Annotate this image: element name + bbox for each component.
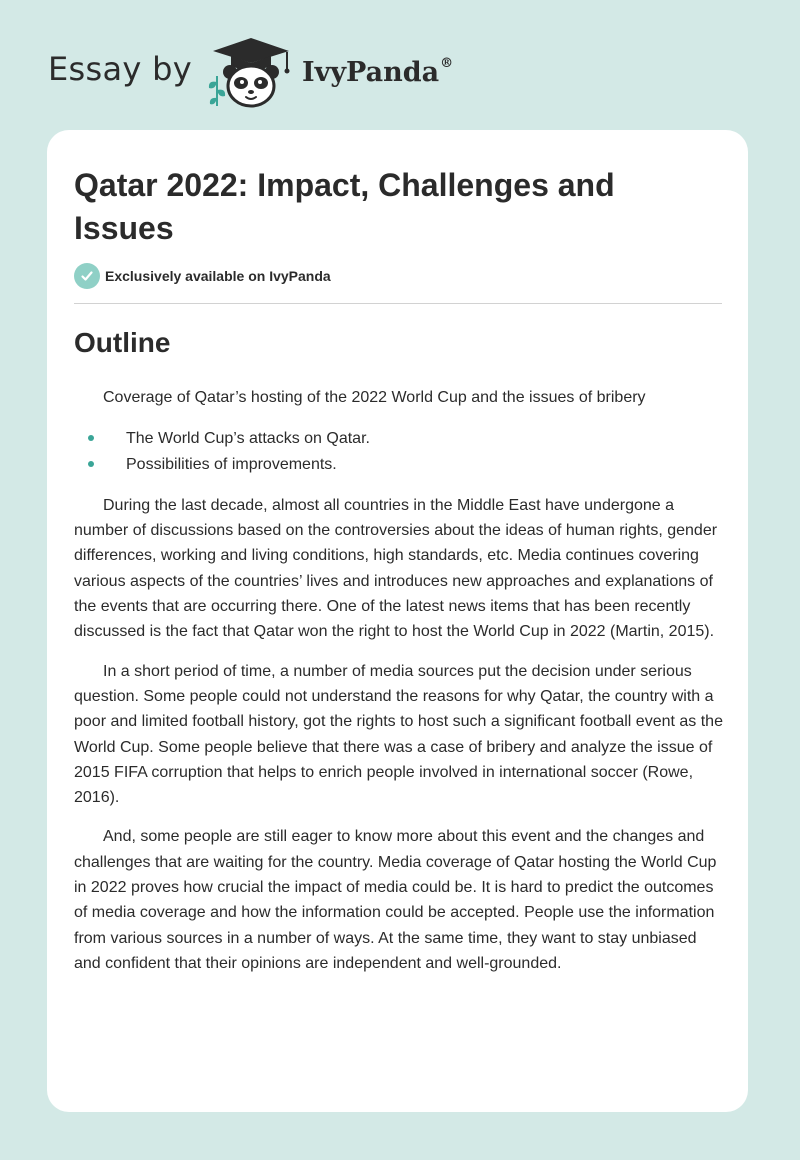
site-header [48,36,488,110]
outline-list [74,426,724,477]
list-item: The World Cup’s attacks on Qatar. [74,426,724,451]
section-heading: Outline [74,327,171,358]
registered-mark: ® [440,56,454,71]
check-icon [74,263,100,289]
bullet-icon [88,435,94,441]
brand-name[interactable]: IvyPanda® [302,56,454,88]
panda-logo-icon[interactable] [203,36,299,110]
list-item: Possibilities of improvements. [74,452,724,477]
outline-intro: Coverage of Qatar’s hosting of the 2022 World Cup and the issues of bribery [103,389,646,406]
essay-by-label: Essay by [48,50,192,88]
essay-card [47,130,748,1112]
badge-text: Exclusively available on IvyPanda [105,268,331,284]
paragraph: During the last decade, almost all countries in the Middle East have undergone a number of discussions based on the controversies about the ideas of human rights, gender differences, working and living conditions, high standards, etc. Media continues covering various aspects of the countries’ lives and introduces new approaches and explanations of the events that are occurring there. One of the latest news items that has been recently discussed is the fact that Qatar won the right to host the World Cup in 2022 (Martin, 2015). [74,496,718,641]
exclusive-badge [74,263,331,289]
page-title: Qatar 2022: Impact, Challenges and Issues [74,167,615,246]
paragraph: In a short period of time, a number of media sources put the decision under serious question. Some people could not understand the reasons for why Qatar, the country with a poor and limited football history, got the rights to host such a significant football event as the World Cup. Some people believe that there was a case of bribery and analyze the issue of 2015 FIFA corruption that helps to enrich people involved in international soccer (Rowe, 2016). [74,662,723,807]
essay-body [74,385,724,990]
paragraph: And, some people are still eager to know more about this event and the changes and challenges that are waiting for the country. Media coverage of Qatar hosting the World Cup in 2022 proves how crucial the impact of media could be. It is hard to predict the outcomes of media coverage and how the information could be accepted. People use the information from various sources in a number of ways. At the same time, they want to stay unbiased and confident that their opinions are independent and well-grounded. [74,828,717,972]
bullet-icon [88,461,94,467]
divider [74,303,722,304]
